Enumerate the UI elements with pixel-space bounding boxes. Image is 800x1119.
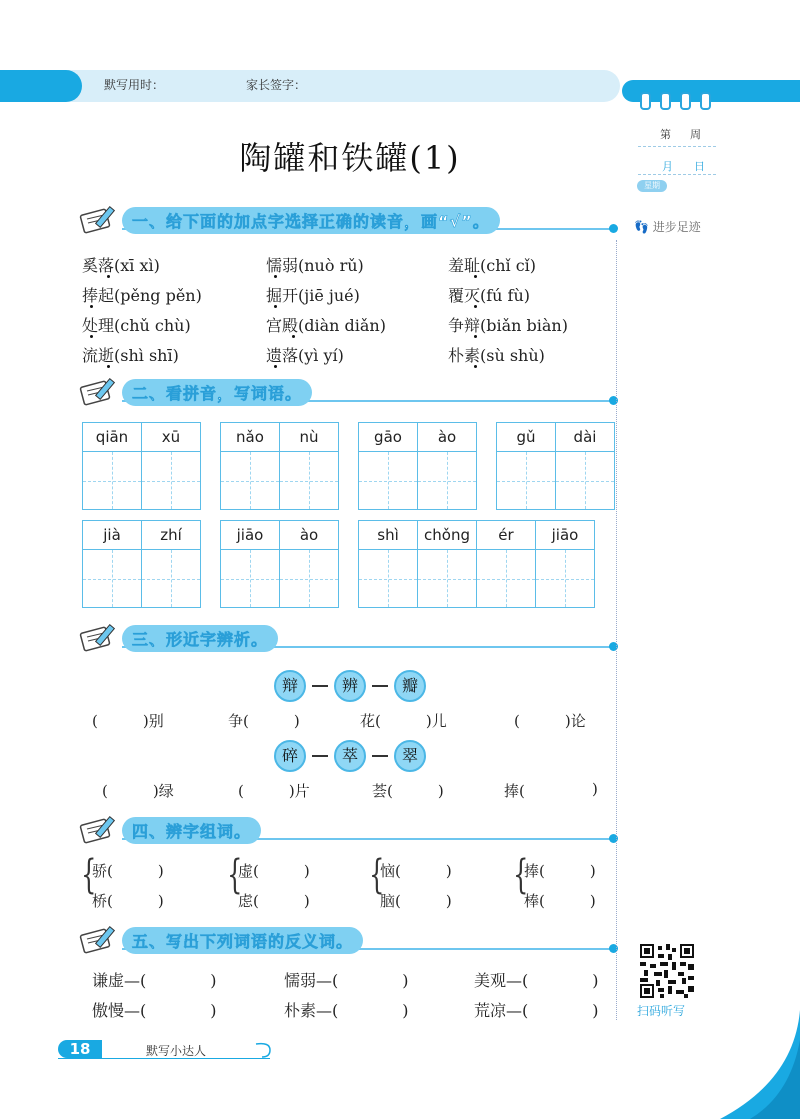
pen-notebook-icon <box>78 622 124 652</box>
ring-icon <box>680 92 691 110</box>
calendar-weekday: 星期 <box>637 180 667 192</box>
section-3-header <box>78 622 618 652</box>
char-circle: 瓣 <box>394 670 426 702</box>
pinyin: nǎo <box>221 423 279 452</box>
page-number: 18 <box>58 1040 102 1058</box>
progress-footprints <box>634 218 701 235</box>
ring-icon <box>660 92 671 110</box>
emphasis-dot <box>474 275 477 278</box>
writing-grid <box>358 422 477 510</box>
s3-blank[interactable]: ( )别 <box>92 712 164 730</box>
s4-blank[interactable]: 虑( ) <box>238 892 310 910</box>
s1-item: 掘开(jiē jué) <box>266 286 360 305</box>
time-label: 默写用时： <box>104 78 165 92</box>
writing-grid <box>220 422 339 510</box>
s4-blank[interactable]: 捧( ) <box>524 862 596 880</box>
pinyin: jià <box>83 521 141 550</box>
emphasis-dot <box>274 275 277 278</box>
emphasis-dot <box>474 335 477 338</box>
top-bar <box>0 70 620 102</box>
s4-blank[interactable]: 虚( ) <box>238 862 310 880</box>
section-5-header <box>78 924 618 954</box>
write-box[interactable] <box>477 550 535 607</box>
s5-blank[interactable]: 谦虚—( ) <box>92 971 217 990</box>
calendar-day: 日 <box>694 160 705 173</box>
s1-item: 处理(chǔ chù) <box>82 316 191 335</box>
s1-item: 遗落(yì yí) <box>266 346 344 365</box>
writing-grid <box>82 422 201 510</box>
dash <box>372 755 388 757</box>
write-box[interactable] <box>418 452 476 509</box>
pinyin: nù <box>280 423 338 452</box>
write-box[interactable] <box>359 452 417 509</box>
section-2-heading: 二、看拼音，写词语。 <box>122 379 312 406</box>
write-box[interactable] <box>556 452 614 509</box>
write-box[interactable] <box>536 550 594 607</box>
s3-blank[interactable]: 荟( ) <box>372 782 444 800</box>
s3-blank[interactable]: 捧( <box>504 782 525 800</box>
ring-icon <box>700 92 711 110</box>
dash <box>372 685 388 687</box>
curl-icon <box>254 1040 274 1060</box>
s3-blank[interactable]: 花( )儿 <box>360 712 447 730</box>
ring-icon <box>640 92 651 110</box>
s3-blank[interactable]: ( )论 <box>514 712 586 730</box>
s5-blank[interactable]: 懦弱—( ) <box>284 971 409 990</box>
brace-icon: { <box>369 852 385 898</box>
section-4-heading: 四、辨字组词。 <box>122 817 261 844</box>
dash <box>312 685 328 687</box>
pinyin: ér <box>477 521 535 550</box>
char-circle: 萃 <box>334 740 366 772</box>
progress-label: 进步足迹 <box>652 220 701 234</box>
page-title: 陶罐和铁罐(1) <box>239 139 461 177</box>
s1-item: 捧起(pěng pěn) <box>82 286 202 305</box>
footprint-icon: 👣 <box>634 220 649 234</box>
write-box[interactable] <box>142 550 200 607</box>
pen-notebook-icon <box>78 204 124 234</box>
emphasis-dot <box>274 305 277 308</box>
signature-label: 家长签字： <box>246 78 307 92</box>
s4-blank[interactable]: 恼( ) <box>380 862 452 880</box>
qr-code-icon[interactable] <box>640 944 694 998</box>
write-box[interactable] <box>359 550 417 607</box>
s5-blank[interactable]: 荒凉—( ) <box>474 1001 599 1020</box>
char-circle: 辩 <box>274 670 306 702</box>
section-1-header <box>78 204 618 234</box>
section-4-header <box>78 814 618 844</box>
emphasis-dot <box>90 305 93 308</box>
write-box[interactable] <box>83 452 141 509</box>
s4-blank[interactable]: 骄( ) <box>92 862 164 880</box>
write-box[interactable] <box>83 550 141 607</box>
s1-item: 流逝(shì shī) <box>82 346 179 365</box>
qr-label: 扫码听写 <box>637 1004 686 1018</box>
emphasis-dot <box>274 365 277 368</box>
s3-blank[interactable]: ( )片 <box>238 782 310 800</box>
pen-notebook-icon <box>78 924 124 954</box>
pinyin: gǔ <box>497 423 555 452</box>
pinyin: gāo <box>359 423 417 452</box>
writing-grid <box>496 422 615 510</box>
pen-notebook-icon <box>78 814 124 844</box>
pinyin: zhí <box>142 521 200 550</box>
s5-blank[interactable]: 美观—( ) <box>474 971 599 990</box>
calendar-week-suffix: 周 <box>690 128 701 141</box>
write-box[interactable] <box>280 550 338 607</box>
emphasis-dot <box>292 335 295 338</box>
brace-icon: { <box>227 852 243 898</box>
write-box[interactable] <box>142 452 200 509</box>
s4-blank[interactable]: 桥( ) <box>92 892 164 910</box>
book-title: 默写小达人 <box>146 1044 207 1058</box>
s3-blank[interactable]: 争( ) <box>228 712 300 730</box>
section-3-heading: 三、形近字辨析。 <box>122 625 278 652</box>
s5-blank[interactable]: 朴素—( ) <box>284 1001 409 1020</box>
s1-item: 朴素(sù shù) <box>448 346 545 365</box>
section-2-header <box>78 376 618 406</box>
section-dot <box>609 224 618 233</box>
write-box[interactable] <box>280 452 338 509</box>
brace-icon: { <box>513 852 529 898</box>
s1-item: 奚落(xī xì) <box>82 256 160 275</box>
pinyin: ào <box>280 521 338 550</box>
write-box[interactable] <box>221 452 279 509</box>
brace-icon: { <box>81 852 97 898</box>
emphasis-dot <box>107 365 110 368</box>
margin-rule <box>616 240 617 1020</box>
pinyin: jiāo <box>536 521 594 550</box>
s1-item: 懦弱(nuò rǔ) <box>266 256 364 275</box>
pen-notebook-icon <box>78 376 124 406</box>
s5-blank[interactable]: 傲慢—( ) <box>92 1001 217 1020</box>
write-box[interactable] <box>497 452 555 509</box>
emphasis-dot <box>474 365 477 368</box>
s1-item: 争辩(biǎn biàn) <box>448 316 568 335</box>
dash <box>312 755 328 757</box>
s1-item: 覆灭(fú fù) <box>448 286 531 305</box>
char-circle: 碎 <box>274 740 306 772</box>
emphasis-dot <box>90 335 93 338</box>
writing-grid <box>220 520 339 608</box>
pinyin: shì <box>359 521 417 550</box>
pinyin: chǒng <box>418 521 476 550</box>
section-5-heading: 五、写出下列词语的反义词。 <box>122 927 363 954</box>
pinyin: jiāo <box>221 521 279 550</box>
write-box[interactable] <box>221 550 279 607</box>
char-circle: 翠 <box>394 740 426 772</box>
emphasis-dot <box>107 275 110 278</box>
s1-item: 羞耻(chǐ cǐ) <box>448 256 537 275</box>
s3-blank[interactable]: ( )绿 <box>102 782 174 800</box>
pinyin: qiān <box>83 423 141 452</box>
writing-grid <box>358 520 595 608</box>
top-bar-tab <box>0 70 82 102</box>
calendar-week-prefix: 第 <box>660 128 671 141</box>
pinyin: dài <box>556 423 614 452</box>
writing-grid <box>82 520 201 608</box>
corner-decoration <box>720 1010 800 1119</box>
emphasis-dot <box>474 305 477 308</box>
write-box[interactable] <box>418 550 476 607</box>
s4-blank[interactable]: 棒( ) <box>524 892 596 910</box>
s4-blank[interactable]: 脑( ) <box>380 892 452 910</box>
pinyin: xū <box>142 423 200 452</box>
section-1-heading: 一、给下面的加点字选择正确的读音，画“√”。 <box>122 207 500 234</box>
pinyin: ào <box>418 423 476 452</box>
calendar-month: 月 <box>662 160 673 173</box>
char-circle: 辨 <box>334 670 366 702</box>
s3-close-paren: ) <box>592 780 598 798</box>
s1-item: 宫殿(diàn diǎn) <box>266 316 386 335</box>
